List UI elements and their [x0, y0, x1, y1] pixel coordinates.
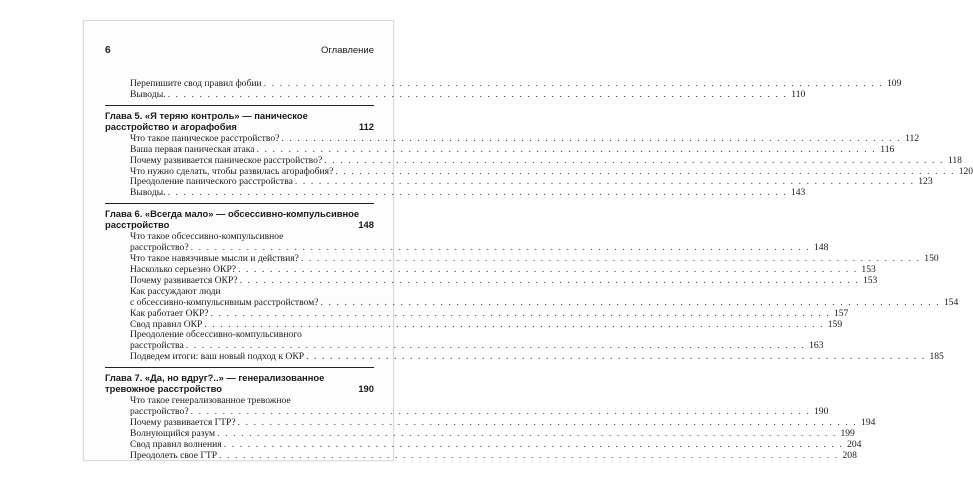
toc-entry — [105, 296, 959, 309]
chapter-title-text: тревожное расстройство — [105, 383, 222, 395]
toc-entry-title: Подведем итоги: ваш новый подход к ОКР — [130, 351, 305, 363]
toc-entry-title: с обсессивно-компульсивным расстройством? — [130, 296, 319, 308]
chapter-title-text: расстройство и агорафобия — [105, 120, 237, 132]
toc-entry-page: 194 — [861, 416, 876, 428]
chapter-title-line: Глава 6. «Всегда мало» — обсессивно-компульсивное — [105, 208, 360, 220]
dot-leader — [211, 309, 831, 320]
toc-entry-page: 112 — [905, 132, 920, 144]
chapter-page: 112 — [358, 120, 374, 132]
toc-entry-page: 148 — [813, 242, 829, 254]
toc-entry-continued-line: Что такое генерализованное тревожное — [130, 395, 291, 407]
toc-entry — [105, 307, 849, 320]
toc-entry-page: 116 — [880, 143, 895, 155]
chapter-title-line — [105, 383, 374, 394]
dot-leader — [168, 188, 788, 199]
chapter-entries — [105, 132, 973, 199]
toc-entry-title: Перепишите свод правил фобии — [130, 78, 262, 89]
toc-entry-page: 150 — [924, 253, 939, 265]
toc-entry — [105, 143, 895, 156]
toc-entry-title: Почему развивается паническое расстройство? — [130, 154, 323, 166]
toc-entry-continued-line: Преодоление обсессивно-компульсивного — [130, 329, 302, 341]
toc-entry-page: 153 — [862, 274, 878, 286]
toc-entry-page: 109 — [886, 78, 902, 89]
toc-entry-page: 120 — [958, 165, 973, 177]
toc-entry-page: 143 — [790, 187, 806, 199]
chapter-title-line: Глава 5. «Я теряю контроль» — паническое — [105, 109, 308, 121]
page-number: 6 — [105, 45, 111, 56]
toc-entry-page: 118 — [947, 154, 962, 166]
dot-leader — [320, 298, 940, 309]
toc-entry-title: расстройства — [130, 340, 184, 352]
toc-entry-title: Насколько серьезно ОКР? — [130, 263, 237, 275]
dot-leader — [257, 145, 877, 156]
chapter-page: 190 — [358, 383, 374, 395]
dot-leader — [240, 276, 860, 287]
chapter-heading — [105, 203, 374, 230]
chapter-heading — [105, 367, 374, 394]
toc-entry-page: 185 — [929, 351, 944, 363]
toc-entry-title: Что нужно сделать, чтобы развилась агорафобия? — [130, 165, 334, 177]
toc-entry-title: расстройство? — [130, 406, 189, 418]
toc-entry-page: 154 — [943, 296, 959, 308]
page-header — [105, 45, 374, 59]
chapter-entries — [105, 231, 959, 363]
toc-entry-title: Ваша первая паническая атака — [130, 143, 255, 155]
toc-entry-title: Что такое навязчивые мысли и действия? — [130, 253, 299, 265]
dot-leader — [219, 451, 839, 462]
running-title: Оглавление — [321, 45, 374, 56]
chapter-title-line — [105, 121, 374, 132]
toc-entry-page: 110 — [791, 88, 806, 100]
dot-leader — [306, 352, 926, 363]
toc-entry-continued-line: Что такое обсессивно-компульсивное — [130, 231, 284, 243]
toc-entry-page: 159 — [827, 318, 843, 330]
book-page — [83, 20, 973, 461]
toc-entry-title: Свод правил ОКР — [130, 318, 203, 330]
toc-entry-page: 199 — [840, 427, 855, 439]
toc-entry-page: 190 — [813, 406, 829, 418]
toc-entry-page: 123 — [918, 176, 933, 188]
chapter-entries — [105, 395, 876, 461]
toc-entry — [105, 351, 944, 363]
toc-entry-title: расстройство? — [130, 242, 189, 254]
toc-entry-page: 204 — [847, 438, 862, 450]
toc-entry-title: Преодолеть свое ГТР — [130, 449, 218, 461]
toc-entry-title: Волнующийся разум — [130, 427, 216, 439]
toc-entry — [105, 449, 857, 462]
chapter-page: 148 — [358, 219, 374, 231]
toc-entry-title: Почему развивается ГТР? — [130, 416, 236, 428]
toc-entry-title: Преодоление панического расстройства — [130, 176, 293, 188]
toc-entry-page: 153 — [861, 263, 876, 275]
toc-entry — [105, 187, 806, 199]
toc-entry-continued-line: Как рассуждают люди — [130, 285, 221, 297]
chapter-title-line: Глава 7. «Да, но вдруг?..» — генерализованное — [105, 372, 325, 384]
toc-entry — [105, 88, 806, 101]
toc-entry-title: Свод правил волнения — [130, 438, 222, 450]
dot-leader — [324, 156, 944, 167]
toc-entry-title: Почему развивается ОКР? — [130, 274, 238, 286]
toc-entry-page: 157 — [833, 307, 849, 319]
toc-entry-title: Выводы. — [130, 88, 166, 100]
toc-entry-title: Выводы. — [130, 187, 166, 199]
toc-entry-title: Что такое паническое расстройство? — [130, 132, 280, 144]
toc-entry-page: 163 — [809, 340, 824, 352]
chapter-title-text: расстройство — [105, 219, 170, 231]
dot-leader — [168, 90, 788, 101]
toc-entry-title: Как работает ОКР? — [130, 307, 209, 319]
toc-entry-page: 208 — [842, 449, 857, 461]
chapter-title-line — [105, 219, 374, 230]
chapter-heading — [105, 105, 374, 132]
table-of-contents — [105, 78, 973, 462]
toc-entry — [105, 154, 962, 167]
